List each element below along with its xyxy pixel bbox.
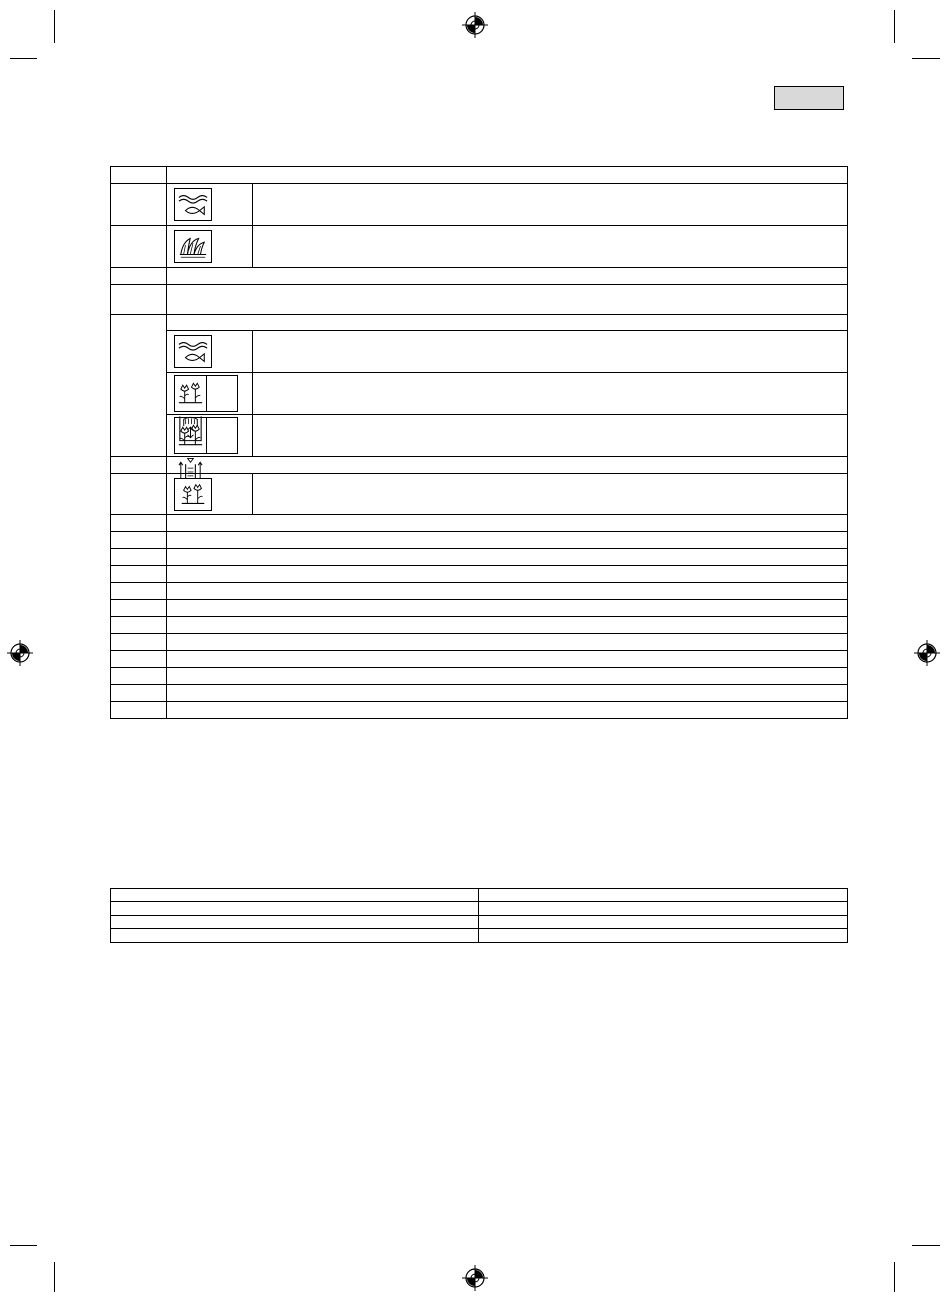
second-table (110, 888, 848, 943)
row-label (111, 685, 167, 702)
table-cell (479, 929, 848, 943)
row-text (253, 373, 848, 415)
table-row (111, 226, 848, 268)
table-cell (111, 929, 479, 943)
row-text (253, 331, 848, 373)
table-row (111, 668, 848, 685)
row-label (111, 668, 167, 685)
table-cell (111, 889, 479, 902)
pond-plants-icon (174, 478, 212, 511)
table-row (111, 634, 848, 651)
table-row (111, 415, 848, 457)
table-row (111, 889, 848, 902)
table-row (111, 532, 848, 549)
table-row (111, 651, 848, 668)
table-row (111, 457, 848, 474)
row-label (111, 600, 167, 617)
row-text (167, 583, 848, 600)
table-row (111, 583, 848, 600)
row-text (167, 634, 848, 651)
row-label (111, 457, 167, 474)
row-text (167, 268, 848, 285)
row-text (167, 668, 848, 685)
table-row (111, 373, 848, 415)
row-label (111, 285, 167, 315)
row-label (111, 634, 167, 651)
table-row (111, 331, 848, 373)
row-label (111, 566, 167, 583)
table-row (111, 315, 848, 331)
row-label (111, 226, 167, 268)
crop-mark-bottom-right-v (894, 1262, 895, 1292)
icon-cell (167, 184, 253, 226)
icon-cell (167, 226, 253, 268)
registration-mark-top-icon (462, 12, 488, 38)
row-text (167, 532, 848, 549)
aquatic-plant-icon (174, 230, 212, 263)
main-table (110, 166, 848, 719)
row-label (111, 167, 167, 184)
row-text (253, 226, 848, 268)
crop-mark-top-right-h (912, 58, 940, 59)
fish-with-water-icon (174, 335, 212, 368)
table-row (111, 167, 848, 184)
icon-cell (167, 373, 253, 415)
row-text (167, 167, 848, 184)
row-text (167, 549, 848, 566)
table-row (111, 702, 848, 719)
icon-cell (167, 331, 253, 373)
table-row (111, 902, 848, 916)
table-row (111, 268, 848, 285)
row-text (167, 600, 848, 617)
row-text (167, 702, 848, 719)
registration-mark-left-icon (7, 640, 33, 666)
row-label (111, 702, 167, 719)
row-label (111, 651, 167, 668)
table-cell (111, 916, 479, 929)
row-label (111, 515, 167, 532)
table-row (111, 600, 848, 617)
row-label (111, 549, 167, 566)
row-text (167, 315, 848, 331)
row-text (253, 184, 848, 226)
table-cell (111, 902, 479, 916)
row-text (167, 515, 848, 532)
row-text (253, 474, 848, 515)
registration-mark-right-icon (914, 640, 940, 666)
row-label (111, 268, 167, 285)
crop-mark-top-left-h (10, 58, 37, 59)
table-row (111, 549, 848, 566)
registration-mark-bottom-icon (462, 1265, 488, 1291)
row-text (167, 651, 848, 668)
icon-cell (167, 415, 253, 457)
table-row (111, 929, 848, 943)
table-row (111, 285, 848, 315)
crop-mark-bottom-right-h (912, 1245, 940, 1246)
fish-with-water-icon (174, 188, 212, 221)
pond-plants-icon (175, 418, 207, 453)
row-text (167, 617, 848, 634)
table-row (111, 916, 848, 929)
table-row (111, 515, 848, 532)
row-label (111, 184, 167, 226)
icon-cell (167, 474, 253, 515)
table-cell (479, 916, 848, 929)
row-text (167, 685, 848, 702)
table-row (111, 685, 848, 702)
row-label (111, 474, 167, 515)
table-row (111, 566, 848, 583)
pond-plants-icon (175, 376, 207, 411)
table-row (111, 617, 848, 634)
table-row (111, 474, 848, 515)
crop-mark-top-right-v (894, 10, 895, 43)
crop-mark-top-left-v (54, 10, 55, 43)
table-cell (479, 902, 848, 916)
crop-mark-bottom-left-h (10, 1245, 37, 1246)
row-text (167, 566, 848, 583)
row-label (111, 583, 167, 600)
row-text (167, 457, 848, 474)
row-label (111, 532, 167, 549)
row-label (111, 315, 167, 457)
row-text (167, 285, 848, 315)
language-tab (774, 86, 844, 110)
table-row (111, 184, 848, 226)
row-text (253, 415, 848, 457)
table-cell (479, 889, 848, 902)
crop-mark-bottom-left-v (54, 1262, 55, 1292)
row-label (111, 617, 167, 634)
